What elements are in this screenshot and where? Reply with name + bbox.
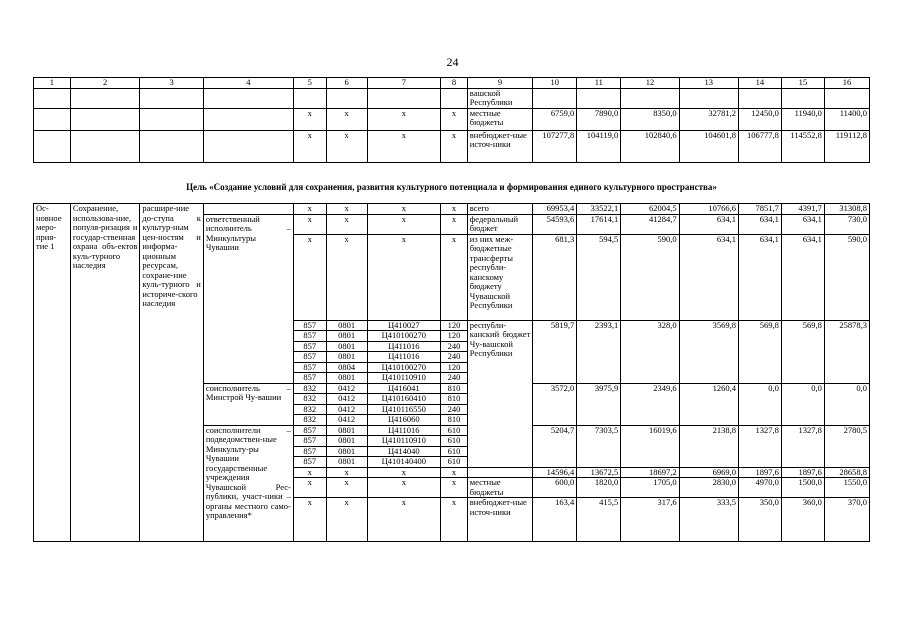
empty-cell <box>203 130 293 162</box>
code-cell: 0801 <box>326 446 367 457</box>
value-cell: 28658,8 <box>824 467 869 478</box>
value-cell: 2393,1 <box>577 320 621 383</box>
column-header: 5 <box>293 78 326 89</box>
table-row <box>34 108 870 130</box>
value-cell: 54593,6 <box>533 214 577 234</box>
value-cell: 11940,0 <box>781 108 824 130</box>
code-cell: 832 <box>293 394 326 405</box>
code-cell: 240 <box>441 341 468 352</box>
value-cell <box>738 88 781 108</box>
value-cell <box>781 88 824 108</box>
code-cell: 0801 <box>326 436 367 447</box>
value-cell: 1327,8 <box>738 425 781 467</box>
code-cell: х <box>326 467 367 478</box>
code-cell: 0801 <box>326 352 367 363</box>
code-cell: х <box>367 204 441 215</box>
code-cell: 857 <box>293 320 326 331</box>
code-cell: 832 <box>293 383 326 394</box>
code-cell: 810 <box>441 383 468 394</box>
value-cell: 1260,4 <box>679 383 738 425</box>
code-cell: х <box>326 478 367 498</box>
empty-cell <box>70 88 140 108</box>
value-cell: 370,0 <box>824 498 869 542</box>
value-cell: 5204,7 <box>533 425 577 467</box>
value-cell: 3569,8 <box>679 320 738 383</box>
code-cell: Ц410100270 <box>367 362 441 373</box>
activity-name-cell: Сохранение, использова-ние, популя-ризация и государ-ственная охрана объ-ектов куль-турного наследия <box>70 204 140 542</box>
value-cell: 7303,5 <box>577 425 621 467</box>
code-cell: Ц416041 <box>367 383 441 394</box>
value-cell: 18697,2 <box>621 467 679 478</box>
value-cell: 569,8 <box>738 320 781 383</box>
empty-cell <box>140 130 203 162</box>
value-cell: 1897,6 <box>781 467 824 478</box>
code-cell: 0412 <box>326 383 367 394</box>
responsible-cell: ответственный исполнитель – Минкультуры Чувашии <box>203 214 293 383</box>
table-row <box>34 204 870 215</box>
code-cell: Ц410160410 <box>367 394 441 405</box>
empty-cell <box>203 88 293 108</box>
code-cell: х <box>367 108 441 130</box>
value-cell: 317,6 <box>621 498 679 542</box>
column-header: 9 <box>467 78 532 89</box>
value-cell: 2349,6 <box>621 383 679 425</box>
code-cell: х <box>293 108 326 130</box>
value-cell: 590,0 <box>621 234 679 320</box>
value-cell: 106777,8 <box>738 130 781 162</box>
code-cell: х <box>326 234 367 320</box>
empty-cell <box>140 88 203 108</box>
activity-table <box>33 203 870 542</box>
code-cell: х <box>326 204 367 215</box>
source-cell: республи-канский бюджет Чу-вашской Республики <box>467 320 532 467</box>
value-cell: 107277,8 <box>533 130 577 162</box>
code-cell: х <box>326 108 367 130</box>
column-header: 2 <box>70 78 140 89</box>
code-cell: 857 <box>293 373 326 384</box>
value-cell: 1327,8 <box>781 425 824 467</box>
empty-cell <box>70 108 140 130</box>
value-cell: 2780,5 <box>824 425 869 467</box>
goal-task-cell: расшире-ние до-ступа к культур-ным цен-ностям и информа-ционным ресурсам, сохране-ние куль-турного и историче-ского наследия <box>140 204 203 542</box>
code-cell: 832 <box>293 404 326 415</box>
value-cell: 69953,4 <box>533 204 577 215</box>
code-cell: 857 <box>293 331 326 342</box>
code-cell: 120 <box>441 320 468 331</box>
code-cell: Ц410110910 <box>367 436 441 447</box>
value-cell: 13672,5 <box>577 467 621 478</box>
code-cell: 610 <box>441 446 468 457</box>
column-header: 15 <box>781 78 824 89</box>
code-cell: Ц410100270 <box>367 331 441 342</box>
code-cell: Ц414040 <box>367 446 441 457</box>
code-cell: х <box>293 214 326 234</box>
value-cell: 634,1 <box>781 214 824 234</box>
source-cell: внебюджет-ные источ-ники <box>467 498 532 542</box>
source-cell: вашской Республики <box>467 88 532 108</box>
code-cell: х <box>326 214 367 234</box>
value-cell: 2830,0 <box>679 478 738 498</box>
code-cell: Ц411016 <box>367 352 441 363</box>
value-cell: 634,1 <box>738 214 781 234</box>
value-cell: 11400,0 <box>824 108 869 130</box>
value-cell: 3975,9 <box>577 383 621 425</box>
value-cell: 333,5 <box>679 498 738 542</box>
value-cell: 1550,0 <box>824 478 869 498</box>
column-header: 4 <box>203 78 293 89</box>
code-cell: х <box>367 478 441 498</box>
code-cell: 0801 <box>326 331 367 342</box>
value-cell: 32781,2 <box>679 108 738 130</box>
code-cell: 810 <box>441 394 468 405</box>
value-cell: 12450,0 <box>738 108 781 130</box>
code-cell: 610 <box>441 436 468 447</box>
code-cell: Ц410110910 <box>367 373 441 384</box>
value-cell: 7890,0 <box>577 108 621 130</box>
code-cell: Ц410027 <box>367 320 441 331</box>
empty-cell <box>70 130 140 162</box>
value-cell: 163,4 <box>533 498 577 542</box>
column-header: 3 <box>140 78 203 89</box>
code-cell: 240 <box>441 404 468 415</box>
code-cell: 0801 <box>326 425 367 436</box>
empty-cell <box>34 88 71 108</box>
value-cell: 4391,7 <box>781 204 824 215</box>
code-cell <box>293 88 326 108</box>
value-cell: 328,0 <box>621 320 679 383</box>
value-cell: 590,0 <box>824 234 869 320</box>
value-cell: 119112,8 <box>824 130 869 162</box>
value-cell: 0,0 <box>781 383 824 425</box>
code-cell: 0412 <box>326 404 367 415</box>
code-cell: Ц416060 <box>367 415 441 426</box>
column-header: 11 <box>577 78 621 89</box>
code-cell: х <box>367 234 441 320</box>
code-cell: 0801 <box>326 341 367 352</box>
value-cell: 634,1 <box>781 234 824 320</box>
code-cell: х <box>367 130 441 162</box>
code-cell: х <box>293 234 326 320</box>
activity-number-cell: Ос-новное меро-прия-тие 1 <box>34 204 71 542</box>
code-cell: х <box>293 204 326 215</box>
value-cell: 681,3 <box>533 234 577 320</box>
code-cell: 240 <box>441 373 468 384</box>
value-cell: 1820,0 <box>577 478 621 498</box>
value-cell: 634,1 <box>679 214 738 234</box>
code-cell: 0801 <box>326 373 367 384</box>
source-cell: местные бюджеты <box>467 108 532 130</box>
header-row <box>34 78 870 89</box>
code-cell: 120 <box>441 362 468 373</box>
value-cell: 415,5 <box>577 498 621 542</box>
value-cell: 2138,8 <box>679 425 738 467</box>
code-cell: х <box>367 498 441 542</box>
code-cell: 0412 <box>326 415 367 426</box>
code-cell: 0801 <box>326 320 367 331</box>
empty-cell <box>34 130 71 162</box>
empty-cell <box>140 108 203 130</box>
value-cell: 3572,0 <box>533 383 577 425</box>
code-cell: х <box>326 130 367 162</box>
value-cell: 62004,5 <box>621 204 679 215</box>
column-header: 14 <box>738 78 781 89</box>
value-cell <box>824 88 869 108</box>
value-cell: 634,1 <box>679 234 738 320</box>
table-row <box>34 130 870 162</box>
value-cell <box>533 88 577 108</box>
value-cell: 5819,7 <box>533 320 577 383</box>
column-header: 13 <box>679 78 738 89</box>
value-cell: 41284,7 <box>621 214 679 234</box>
code-cell: х <box>293 478 326 498</box>
code-cell: 0801 <box>326 457 367 468</box>
code-cell: х <box>367 467 441 478</box>
source-cell: всего <box>467 204 532 215</box>
code-cell: 610 <box>441 425 468 436</box>
value-cell: 114552,8 <box>781 130 824 162</box>
value-cell: 6969,0 <box>679 467 738 478</box>
value-cell: 600,0 <box>533 478 577 498</box>
source-cell <box>467 467 532 478</box>
co-executor-cell: соисполнитель – Минстрой Чу-вашии <box>203 383 293 425</box>
code-cell: 610 <box>441 457 468 468</box>
code-cell: 120 <box>441 331 468 342</box>
code-cell: х <box>441 130 468 162</box>
column-header: 16 <box>824 78 869 89</box>
code-cell: х <box>441 204 468 215</box>
code-cell: х <box>293 498 326 542</box>
value-cell: 1500,0 <box>781 478 824 498</box>
code-cell: 857 <box>293 457 326 468</box>
value-cell <box>621 88 679 108</box>
column-header: 8 <box>441 78 468 89</box>
value-cell: 594,5 <box>577 234 621 320</box>
value-cell: 7851,7 <box>738 204 781 215</box>
code-cell <box>441 88 468 108</box>
goal-title: Цель «Создание условий для сохранения, развития культурного потенциала и формирования единого культурного пространства» <box>186 182 717 192</box>
source-cell: внебюджет-ные источ-ники <box>467 130 532 162</box>
empty-cell <box>203 204 293 215</box>
code-cell: х <box>441 214 468 234</box>
code-cell: х <box>441 478 468 498</box>
code-cell: Ц410140400 <box>367 457 441 468</box>
value-cell: 730,0 <box>824 214 869 234</box>
value-cell: 0,0 <box>738 383 781 425</box>
value-cell: 31308,8 <box>824 204 869 215</box>
code-cell: х <box>326 498 367 542</box>
code-cell <box>326 88 367 108</box>
column-header: 1 <box>34 78 71 89</box>
code-cell: 857 <box>293 425 326 436</box>
code-cell: 857 <box>293 362 326 373</box>
code-cell: 832 <box>293 415 326 426</box>
code-cell: 857 <box>293 446 326 457</box>
column-header: 12 <box>621 78 679 89</box>
co-executors-cell: соисполнители – подведомствен-ные Минкульту-ры Чувашии государственные учреждения Чувашской Рес-публики, участ-ники – органы местного само-управления* <box>203 425 293 542</box>
value-cell: 14596,4 <box>533 467 577 478</box>
value-cell: 6759,0 <box>533 108 577 130</box>
value-cell: 0,0 <box>824 383 869 425</box>
value-cell: 25878,3 <box>824 320 869 383</box>
value-cell <box>577 88 621 108</box>
page-number: 24 <box>446 55 459 69</box>
value-cell: 8350,0 <box>621 108 679 130</box>
value-cell: 360,0 <box>781 498 824 542</box>
value-cell <box>679 88 738 108</box>
code-cell: 0412 <box>326 394 367 405</box>
empty-cell <box>203 108 293 130</box>
continued-table <box>33 77 870 163</box>
code-cell: х <box>441 498 468 542</box>
value-cell: 4970,0 <box>738 478 781 498</box>
source-cell: из них меж-бюджетные трансферты республи-канскому бюджету Чувашской Республики <box>467 234 532 320</box>
code-cell <box>367 88 441 108</box>
source-cell: федеральный бюджет <box>467 214 532 234</box>
code-cell: х <box>293 467 326 478</box>
code-cell: Ц411016 <box>367 341 441 352</box>
value-cell: 33522,1 <box>577 204 621 215</box>
value-cell: 16019,6 <box>621 425 679 467</box>
code-cell: 857 <box>293 436 326 447</box>
code-cell: 0804 <box>326 362 367 373</box>
column-header: 7 <box>367 78 441 89</box>
code-cell: х <box>367 214 441 234</box>
column-header: 6 <box>326 78 367 89</box>
value-cell: 569,8 <box>781 320 824 383</box>
source-cell: местные бюджеты <box>467 478 532 498</box>
code-cell: 857 <box>293 352 326 363</box>
code-cell: х <box>441 234 468 320</box>
code-cell: 240 <box>441 352 468 363</box>
code-cell: 857 <box>293 341 326 352</box>
value-cell: 1705,0 <box>621 478 679 498</box>
value-cell: 17614,1 <box>577 214 621 234</box>
value-cell: 1897,6 <box>738 467 781 478</box>
value-cell: 102840,6 <box>621 130 679 162</box>
value-cell: 10766,6 <box>679 204 738 215</box>
code-cell: х <box>293 130 326 162</box>
value-cell: 350,0 <box>738 498 781 542</box>
column-header: 10 <box>533 78 577 89</box>
value-cell: 104119,0 <box>577 130 621 162</box>
code-cell: х <box>441 108 468 130</box>
code-cell: х <box>441 467 468 478</box>
code-cell: Ц411016 <box>367 425 441 436</box>
table-row <box>34 88 870 108</box>
code-cell: Ц410116550 <box>367 404 441 415</box>
value-cell: 634,1 <box>738 234 781 320</box>
code-cell: 810 <box>441 415 468 426</box>
value-cell: 104601,8 <box>679 130 738 162</box>
empty-cell <box>34 108 71 130</box>
